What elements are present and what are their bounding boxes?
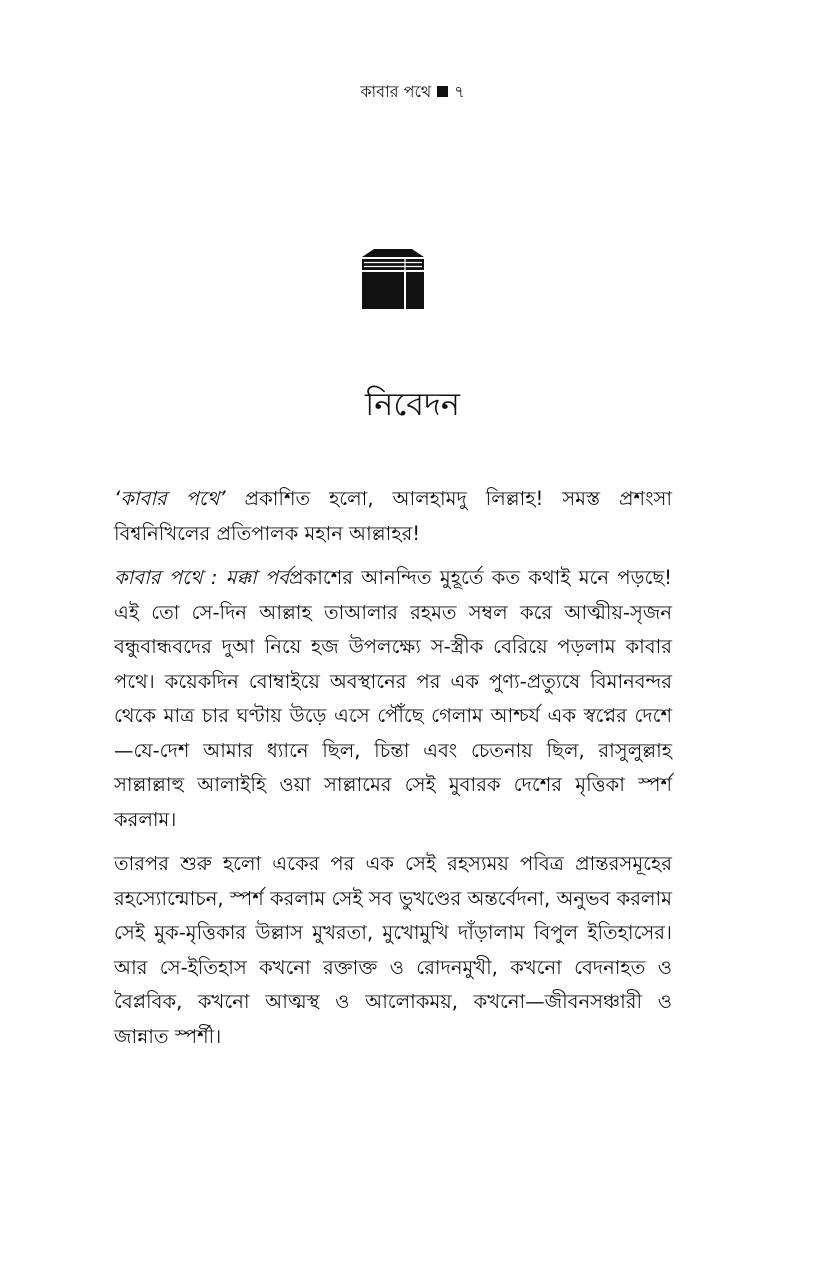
paragraph-1-italic: ‘কাবার পথে’ <box>114 487 226 510</box>
kaaba-face-right <box>406 272 424 309</box>
paragraph-1 <box>114 482 672 551</box>
paragraph-1-text: প্রকাশিত হলো, আলহামদু লিল্লাহ! সমস্ত প্রশংসা বিশ্বনিখিলের প্রতিপালক মহান আল্লাহর! <box>114 487 673 545</box>
kaaba-icon <box>360 246 426 312</box>
kaaba-face-left <box>362 272 404 309</box>
running-header <box>0 80 825 104</box>
page-number: ৭ <box>454 82 465 101</box>
running-header-title: কাবার পথে <box>360 82 432 101</box>
chapter-title: নিবেদন <box>365 385 460 423</box>
paragraph-2 <box>114 561 672 837</box>
paragraph-2-text: প্রকাশের আনন্দিত মুহূর্তে কত কথাই মনে পড়ছে! এই তো সে-দিন আল্লাহ তাআলার রহমত সম্বল করে আত্মীয়-সৃজন বন্ধুবান্ধবদের দুআ নিয়ে হজ উপলক্ষ্যে স-স্ত্রীক বেরিয়ে পড়লাম কাবার পথে। কয়েকদিন বোম্বাইয়ে অবস্থানের পর এক পুণ্য-প্রত্যুষে বিমানবন্দর থেকে মাত্র চার ঘণ্টায় উড়ে এসে পৌঁছে গেলাম আশ্চর্য এক স্বপ্নের দেশে—যে-দেশ আমার ধ্যানে ছিল, চিন্তা এবং চেতনায় ছিল, রাসুলুল্লাহ সাল্লাল্লাহু আলাইহি ওয়া সাল্লামের সেই মুবারক দেশের মৃত্তিকা স্পর্শ করলাম। <box>114 566 672 831</box>
body-text <box>114 482 672 1054</box>
kaaba-roof <box>362 249 424 257</box>
paragraph-3 <box>114 847 672 1054</box>
square-bullet-icon <box>437 86 448 97</box>
paragraph-2-italic: কাবার পথে : মক্কা পর্ব <box>114 566 290 589</box>
kaaba-band <box>362 259 424 270</box>
paragraph-3-text: তারপর শুরু হলো একের পর এক সেই রহস্যময় পবিত্র প্রান্তরসমূহের রহস্যোন্মোচন, স্পর্শ করলাম সেই সব ভুখণ্ডের অন্তর্বেদনা, অনুভব করলাম সেই মুক-মৃত্তিকার উল্লাস মুখরতা, মুখোমুখি দাঁড়ালাম বিপুল ইতিহাসের। আর সে-ইতিহাস কখনো রক্তাক্ত ও রোদনমুখী, কখনো বেদনাহত ও বৈপ্লবিক, কখনো আত্মস্থ ও আলোকময়, কখনো—জীবনসঞ্চারী ও জান্নাত স্পর্শী। <box>114 852 672 1048</box>
